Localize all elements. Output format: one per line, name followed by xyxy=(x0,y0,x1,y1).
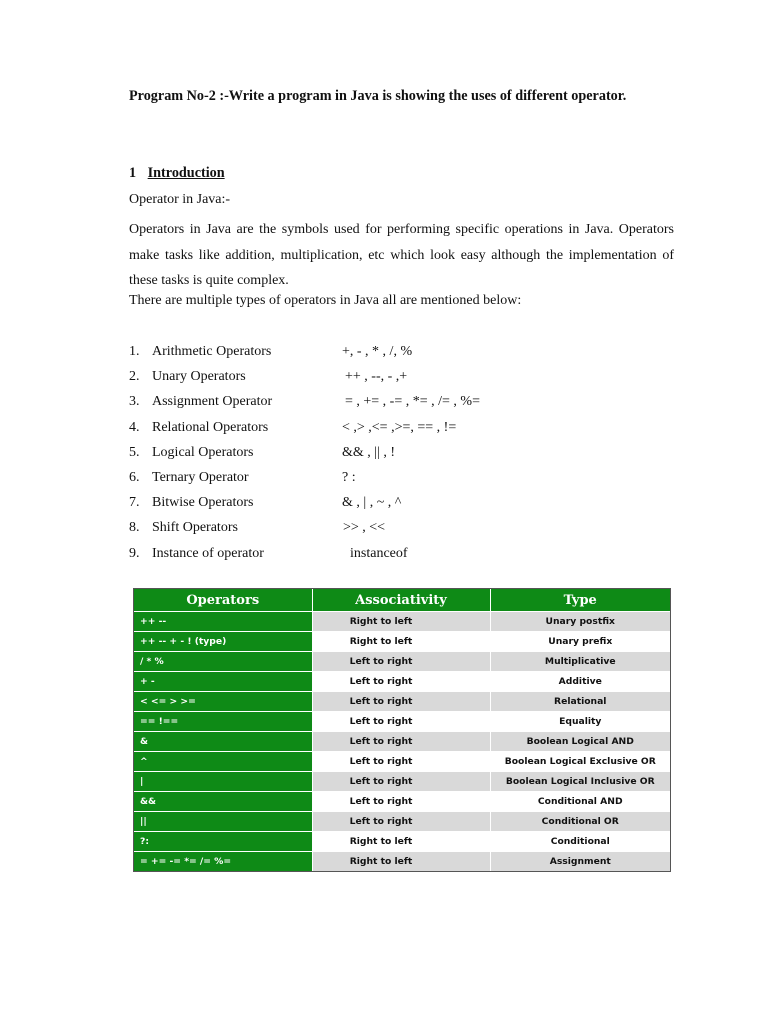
associativity-cell: Left to right xyxy=(312,652,490,672)
list-item-number: 4. xyxy=(129,419,140,435)
operator-precedence-table xyxy=(133,588,671,872)
associativity-cell: Left to right xyxy=(312,732,490,752)
type-cell: Boolean Logical Exclusive OR xyxy=(490,752,670,772)
type-cell: Equality xyxy=(490,712,670,732)
operator-cell: = += -= *= /= %= xyxy=(134,852,312,872)
operator-cell: ++ -- xyxy=(134,612,312,632)
list-item-name: Relational Operators xyxy=(152,419,269,435)
subheading: Operator in Java:- xyxy=(129,192,231,207)
list-item-number: 1. xyxy=(129,344,140,359)
associativity-cell: Right to left xyxy=(312,632,490,652)
list-item-name: Bitwise Operators xyxy=(152,495,254,511)
operator-cell: ++ -- + - ! (type) xyxy=(134,632,312,652)
associativity-cell: Right to left xyxy=(312,852,490,872)
associativity-cell: Left to right xyxy=(312,692,490,712)
type-cell: Boolean Logical Inclusive OR xyxy=(490,772,670,792)
associativity-cell: Left to right xyxy=(312,792,490,812)
header-type: Type xyxy=(490,589,670,612)
list-item-number: 6. xyxy=(129,469,140,485)
type-cell: Unary prefix xyxy=(490,632,670,652)
list-item-number: 2. xyxy=(129,369,140,385)
list-item-symbols: ? : xyxy=(342,469,356,485)
section-number: 1 xyxy=(129,165,137,181)
list-item-name: Unary Operators xyxy=(152,369,246,385)
paragraph-text: Operators in Java are the symbols used for performing specific operations in Java. Operators make tasks like addition, multiplication, etc which look easy although the implementation of these tasks is quite complex. xyxy=(129,222,674,288)
type-cell: Conditional xyxy=(490,832,670,852)
associativity-cell: Left to right xyxy=(312,712,490,732)
list-intro: There are multiple types of operators in Java all are mentioned below: xyxy=(129,293,522,308)
list-item-symbols: +, - , * , /, % xyxy=(342,344,413,359)
list-item-number: 8. xyxy=(129,520,140,536)
associativity-cell: Left to right xyxy=(312,752,490,772)
list-item-symbols: instanceof xyxy=(350,545,408,561)
table-row xyxy=(134,812,670,832)
list-item-name: Ternary Operator xyxy=(152,469,249,485)
list-item-name: Shift Operators xyxy=(152,520,238,536)
type-cell: Unary postfix xyxy=(490,612,670,632)
table-row xyxy=(134,772,670,792)
table-row xyxy=(134,832,670,852)
type-cell: Multiplicative xyxy=(490,652,670,672)
associativity-cell: Left to right xyxy=(312,672,490,692)
table-row xyxy=(134,612,670,632)
list-item-symbols: && , || , ! xyxy=(342,444,396,460)
precedence-table xyxy=(134,589,670,871)
type-cell: Conditional OR xyxy=(490,812,670,832)
list-item-symbols: = , += , -= , *= , /= , %= xyxy=(345,394,480,410)
operator-cell: + - xyxy=(134,672,312,692)
associativity-cell: Right to left xyxy=(312,832,490,852)
table-row xyxy=(134,752,670,772)
header-associativity: Associativity xyxy=(312,589,490,612)
list-item-symbols: ++ , --, - ,+ xyxy=(345,369,408,385)
operator-cell: / * % xyxy=(134,652,312,672)
associativity-cell: Left to right xyxy=(312,772,490,792)
table-row xyxy=(134,732,670,752)
operator-cell: == !== xyxy=(134,712,312,732)
operator-cell: < <= > >= xyxy=(134,692,312,712)
associativity-cell: Right to left xyxy=(312,612,490,632)
list-item-number: 7. xyxy=(129,495,140,511)
table-row xyxy=(134,712,670,732)
table-row xyxy=(134,672,670,692)
operator-cell: | xyxy=(134,772,312,792)
page-title: Program No-2 :-Write a program in Java is showing the uses of different operator. xyxy=(129,88,627,104)
operator-cell: && xyxy=(134,792,312,812)
type-cell: Assignment xyxy=(490,852,670,872)
list-item-symbols: & , | , ~ , ^ xyxy=(342,495,402,511)
operator-cell: & xyxy=(134,732,312,752)
section-heading xyxy=(129,165,225,182)
table-row xyxy=(134,652,670,672)
list-item-name: Instance of operator xyxy=(152,545,264,561)
list-item-number: 3. xyxy=(129,394,140,410)
table-row xyxy=(134,852,670,872)
intro-paragraph xyxy=(129,217,674,294)
table-header-row xyxy=(134,589,670,612)
header-operators: Operators xyxy=(134,589,312,612)
list-item-symbols: >> , << xyxy=(343,520,386,536)
list-item-name: Logical Operators xyxy=(152,444,254,460)
list-item-symbols: < ,> ,<= ,>=, == , != xyxy=(342,419,457,435)
section-title: Introduction xyxy=(147,165,225,181)
list-item-number: 5. xyxy=(129,444,140,460)
type-cell: Conditional AND xyxy=(490,792,670,812)
associativity-cell: Left to right xyxy=(312,812,490,832)
list-item-number: 9. xyxy=(129,545,140,561)
list-item-name: Arithmetic Operators xyxy=(152,344,272,359)
list-item-name: Assignment Operator xyxy=(152,394,273,410)
table-row xyxy=(134,632,670,652)
table-row xyxy=(134,792,670,812)
operator-cell: ^ xyxy=(134,752,312,772)
type-cell: Additive xyxy=(490,672,670,692)
operator-cell: ?: xyxy=(134,832,312,852)
type-cell: Relational xyxy=(490,692,670,712)
operator-cell: || xyxy=(134,812,312,832)
table-row xyxy=(134,692,670,712)
type-cell: Boolean Logical AND xyxy=(490,732,670,752)
